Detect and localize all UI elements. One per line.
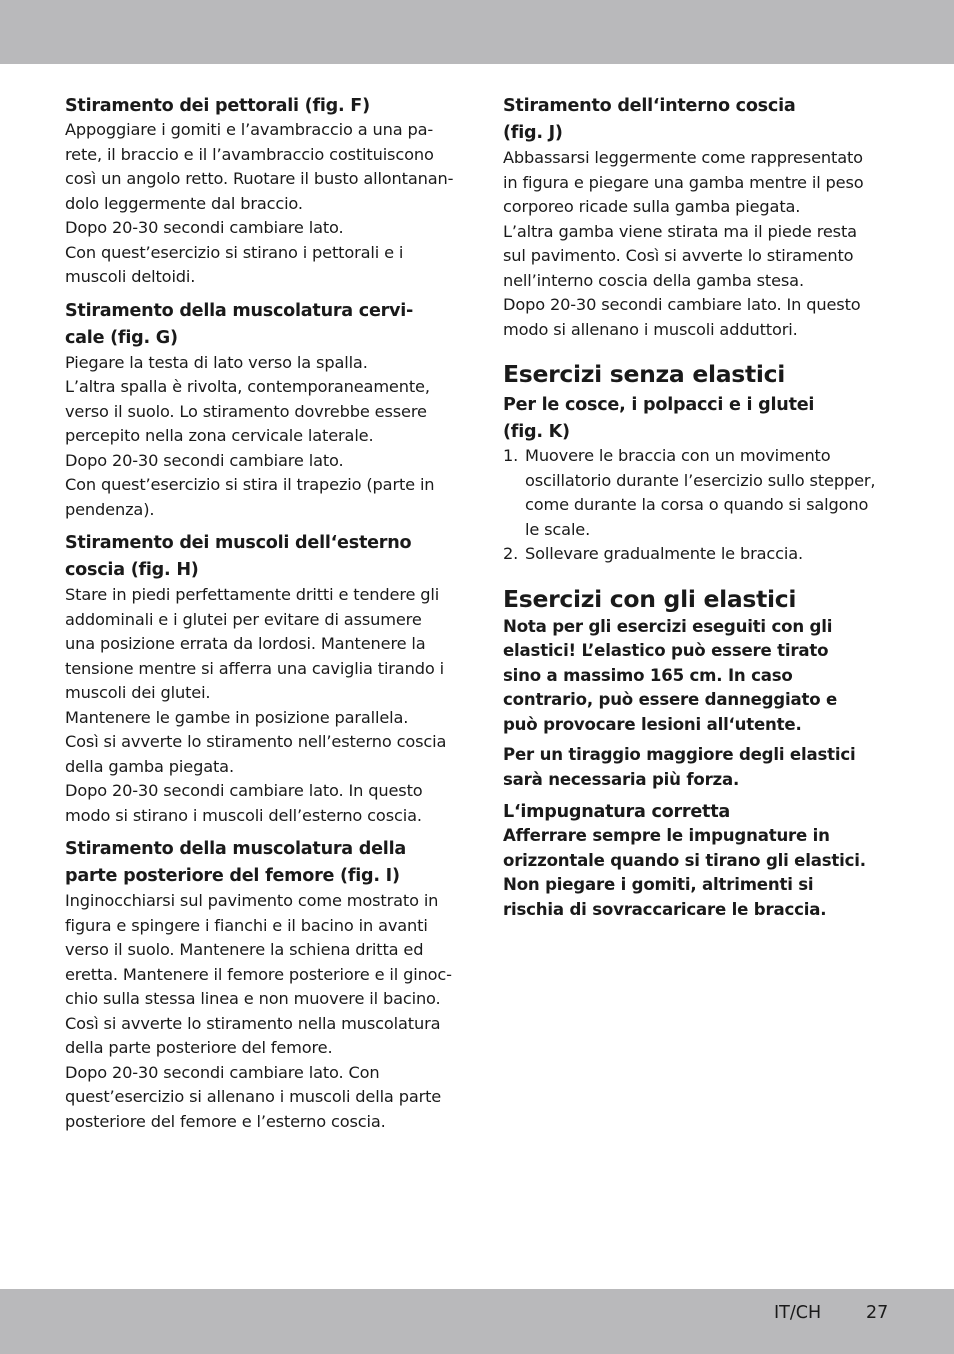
- left-column: [65, 93, 455, 1134]
- text-line: Appoggiare i gomiti e l’avambraccio a una pa-: [65, 120, 434, 139]
- section-body: [65, 351, 455, 523]
- footer-region: IT/CH: [774, 1303, 822, 1323]
- text-line: sino a massimo 165 cm. In caso: [503, 665, 793, 685]
- text-line: Abbassarsi leggermente come rappresentato: [503, 148, 863, 167]
- section-outer-thigh-stretch: [65, 530, 455, 828]
- text-line: come durante la corsa o quando si salgono: [525, 495, 869, 514]
- text-line: Afferrare sempre le impugnature in: [503, 826, 830, 845]
- text-line: corporeo ricade sulla gamba piegata.: [503, 197, 801, 216]
- text-line: Inginocchiarsi sul pavimento come mostrato in: [65, 891, 439, 910]
- list-number: 1.: [503, 446, 519, 465]
- text-line: Con quest’esercizio si stirano i pettorali e i: [65, 242, 404, 262]
- text-line: le scale.: [525, 519, 591, 539]
- text-line: tensione mentre si afferra una caviglia tirando i: [65, 658, 444, 678]
- text-line: addominali e i glutei per evitare di assumere: [65, 609, 422, 629]
- section-heading: cale (fig. G): [65, 327, 178, 348]
- text-line: Sollevare gradualmente le braccia.: [525, 544, 803, 563]
- grip-section: [503, 800, 898, 922]
- text-line: L’altra spalla è rivolta, contemporaneamente,: [65, 377, 430, 396]
- text-line: Dopo 20-30 secondi cambiare lato.: [65, 218, 344, 237]
- text-line: nell’interno coscia della gamba stesa.: [503, 270, 804, 290]
- numbered-list: [503, 444, 898, 567]
- text-line: Piegare la testa di lato verso la spalla.: [65, 352, 368, 372]
- list-number: 2.: [503, 544, 519, 563]
- section-body: [65, 889, 455, 1134]
- section-cervical-stretch: [65, 298, 455, 523]
- text-line: Stare in piedi perfettamente dritti e tendere gli: [65, 585, 440, 604]
- section-heading: L‘impugnatura corretta: [503, 802, 730, 822]
- section-hamstring-stretch: [65, 836, 455, 1134]
- text-line: orizzontale quando si tirano gli elastici.: [503, 850, 866, 870]
- section-body: [65, 583, 455, 828]
- page-number: 27: [866, 1303, 889, 1323]
- text-line: Dopo 20-30 secondi cambiare lato. In questo: [65, 781, 423, 800]
- text-line: in figura e piegare una gamba mentre il peso: [503, 172, 864, 192]
- text-line: della gamba piegata.: [65, 756, 234, 776]
- text-line: Non piegare i gomiti, altrimenti si: [503, 875, 814, 894]
- text-line: Così si avverte lo stiramento nell’esterno coscia: [65, 732, 447, 751]
- text-line: verso il suolo. Lo stiramento dovrebbe essere: [65, 401, 427, 421]
- section-heading: parte posteriore del femore (fig. I): [65, 866, 400, 886]
- text-line: Dopo 20-30 secondi cambiare lato.: [65, 450, 344, 470]
- section-exercises-without-bands: [503, 358, 898, 567]
- warning-note: [503, 615, 898, 738]
- text-line: pendenza).: [65, 499, 155, 519]
- text-line: eretta. Mantenere il femore posteriore e il ginoc-: [65, 964, 452, 984]
- text-line: figura e spingere i fianchi e il bacino in avanti: [65, 915, 428, 935]
- text-line: può provocare lesioni all‘utente.: [503, 714, 802, 734]
- text-line: Per un tiraggio maggiore degli elastici: [503, 745, 856, 764]
- section-heading: (fig. K): [503, 422, 570, 442]
- section-title: Esercizi con gli elastici: [503, 584, 797, 613]
- text-line: Con quest’esercizio si stira il trapezio (parte in: [65, 475, 435, 494]
- section-heading: Stiramento della muscolatura cervi-: [65, 300, 414, 321]
- text-line: una posizione errata da lordosi. Mantenere la: [65, 634, 426, 653]
- text-line: rischia di sovraccaricare le braccia.: [503, 899, 827, 919]
- text-line: così un angolo retto. Ruotare il busto allontanan-: [65, 169, 454, 188]
- section-heading: Per le cosce, i polpacci e i glutei: [503, 395, 815, 415]
- text-line: dolo leggermente dal braccio.: [65, 193, 303, 213]
- section-exercises-with-bands: [503, 583, 898, 923]
- section-title: Esercizi senza elastici: [503, 360, 786, 388]
- section-heading: Stiramento della muscolatura della: [65, 839, 406, 859]
- text-line: Muovere le braccia con un movimento: [525, 446, 831, 465]
- list-item: [503, 444, 898, 542]
- text-line: Dopo 20-30 secondi cambiare lato. Con: [65, 1062, 380, 1082]
- text-line: percepito nella zona cervicale laterale.: [65, 426, 374, 445]
- section-inner-thigh-stretch: [503, 93, 898, 342]
- text-line: oscillatorio durante l’esercizio sullo stepper,: [525, 470, 876, 490]
- section-heading: Stiramento dei pettorali (fig. F): [65, 96, 370, 116]
- section-heading: coscia (fig. H): [65, 560, 199, 580]
- section-body: [503, 146, 898, 342]
- text-line: verso il suolo. Mantenere la schiena dritta ed: [65, 940, 424, 959]
- text-line: Dopo 20-30 secondi cambiare lato. In questo: [503, 295, 861, 314]
- header-bar: [0, 0, 954, 64]
- section-body: [65, 118, 455, 290]
- text-line: rete, il braccio e il l’avambraccio costituiscono: [65, 144, 434, 164]
- text-line: muscoli dei glutei.: [65, 683, 211, 702]
- section-pectoral-stretch: [65, 93, 455, 290]
- force-note: [503, 743, 898, 792]
- text-line: muscoli deltoidi.: [65, 267, 196, 286]
- list-item: [503, 542, 898, 567]
- text-line: sul pavimento. Così si avverte lo stiramento: [503, 246, 854, 265]
- text-line: contrario, può essere danneggiato e: [503, 690, 838, 709]
- text-line: chio sulla stessa linea e non muovere il bacino.: [65, 989, 441, 1008]
- section-heading: Stiramento dell‘interno coscia: [503, 96, 796, 116]
- text-line: quest’esercizio si allenano i muscoli della parte: [65, 1087, 442, 1106]
- text-line: modo si stirano i muscoli dell’esterno coscia.: [65, 805, 422, 825]
- text-line: Nota per gli esercizi eseguiti con gli: [503, 616, 833, 636]
- right-column: [503, 93, 898, 922]
- text-line: L’altra gamba viene stirata ma il piede resta: [503, 221, 857, 241]
- text-line: elastici! L’elastico può essere tirato: [503, 641, 829, 660]
- text-line: della parte posteriore del femore.: [65, 1038, 333, 1057]
- text-line: Mantenere le gambe in posizione parallela.: [65, 707, 409, 727]
- section-heading: Stiramento dei muscoli dell‘esterno: [65, 533, 412, 553]
- text-line: posteriore del femore e l’esterno coscia.: [65, 1111, 386, 1131]
- section-heading: (fig. J): [503, 123, 563, 143]
- text-line: modo si allenano i muscoli adduttori.: [503, 319, 798, 339]
- text-line: Così si avverte lo stiramento nella muscolatura: [65, 1013, 441, 1033]
- text-line: sarà necessaria più forza.: [503, 769, 740, 789]
